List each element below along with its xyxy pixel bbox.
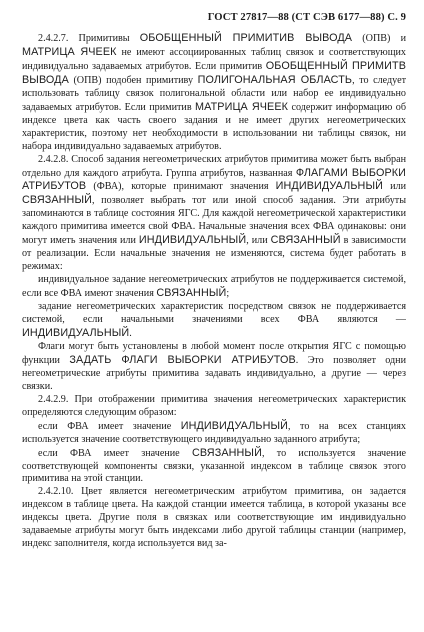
standard-term: ИНДИВИДУАЛЬНЫЙ [275,180,383,193]
body-text [22,32,406,551]
standard-term: СВЯЗАННЫЙ [156,287,227,300]
text-run: в зависимости от реализации. Если начальные значения не изменяются, система будет работать в режимах: [22,235,406,273]
text-run: Флаги могут быть установлены в любой момент после открытия ЯГС с помощью функции [22,340,406,366]
text-run: , позволяет выбрать тот или иной способ задания. Эти атрибуты запоминаются в таблице состояния ЯГС. Для каждой негеометрической характеристики каждого примитива имеется свой ФВА. Начальные значения всех ФВА одинаковы: они могут иметь значения или [22,195,406,247]
text-run: (ФВА), которые принимают значения [86,181,276,193]
standard-term: СВЯЗАННЫЙ [191,446,262,459]
text-run: , то на всех станциях используется значение соответствующего индивидуально заданного атрибута; [22,420,406,445]
standard-term: ОБОБЩЕННЫЙ ПРИМИТИВ ВЫВОДА [139,32,353,44]
text-run: задание негеометрических характеристик посредством связок не поддерживается системой, если начальными значениями всех ФВА являются — [22,301,406,326]
standard-term: ОБОБЩЕННЫЙ ПРИМИТВ ВЫВОДА [22,59,406,86]
text-run: 2.4.2.7. Примитивы [38,33,140,44]
paragraph [22,447,406,487]
paragraph [22,420,406,447]
text-run: 2.4.2.8. Способ задания негеометрических атрибутов примитива может быть выбран отдельно для каждого атрибута. Группа атрибутов, названная [22,153,406,179]
document-page [22,12,406,624]
standard-term: ПОЛИГОНАЛЬНАЯ ОБЛАСТЬ [197,73,353,86]
text-run: , или [246,235,271,247]
paragraph [22,154,406,275]
standard-term: ИНДИВИДУАЛЬНЫЙ [138,234,247,247]
text-run: если ФВА имеет значение [38,420,181,432]
standard-term: ФЛАГАМИ ВЫБОРКИ АТРИБУТОВ [22,166,406,193]
standard-term: ЗАДАТЬ ФЛАГИ ВЫБОРКИ АТРИБУТОВ [69,353,296,366]
paragraph [22,301,406,341]
paragraph [22,341,406,394]
text-run: или [382,181,406,193]
text-run: (ОПВ) подобен примитиву [68,74,198,86]
text-run: . Это позволяет одни негеометрические атрибуты примитива задавать индивидуально, а другие — через связки. [22,354,406,392]
text-run: не имеют ассоциированных таблиц связок и соответствующих индивидуально задаваемых атрибутов. Если примитив [22,46,406,72]
paragraph [22,394,406,420]
text-run: 2.4.2.10. Цвет является негеометрическим атрибутом примитива, он задается индексом в таблице цвета. На каждой станции имеется таблица, в которой указаны все индексы цвета. Другие поля в связках или соответствующие им индивидуально задаваемые атрибуты могут быть индексами либо другой таблицы станции (например, индекс заполнителя, когда используется вид за- [22,486,406,550]
standard-term: СВЯЗАННЫЙ [22,194,92,207]
text-run: , то следует использовать таблицу связок полигональной области или набор ее индивидуально задаваемых атрибутов. Если примитив [22,74,406,113]
text-run: если ФВА имеет значение [38,447,192,459]
text-run: . [129,327,132,339]
text-run: , то используется значение соответствующей компоненты связки, указанной индексом в таблице связок этого примитива на этой станции. [22,447,406,485]
paragraph [22,274,406,301]
text-run: (ОПВ) и [352,33,406,44]
text-run: 2.4.2.9. При отображении примитива значения негеометрических характеристик определяются следующим образом: [22,393,406,418]
standard-term: МАТРИЦА ЯЧЕЕК [22,45,117,58]
paragraph [22,32,406,154]
paragraph [22,486,406,551]
standard-term: ИНДИВИДУАЛЬНЫЙ [180,419,289,432]
standard-term: МАТРИЦА ЯЧЕЕК [195,100,289,113]
text-run: содержит информацию об индексе цвета как часть своего задания и не имеет других негеометрических характеристик, поэтому нет необходимости в использовании ни таблицы связок, ни набора индивидуально задаваемых атрибутов. [22,101,406,152]
text-run: ; [226,288,230,300]
standard-term: СВЯЗАННЫЙ [270,234,341,247]
text-run: индивидуальное задание негеометрических атрибутов не поддерживается системой, если все ФВА имеют значения [22,274,406,300]
standard-term: ИНДИВИДУАЛЬНЫЙ [22,326,130,339]
page-header: ГОСТ 27817—88 (СТ СЭВ 6177—88) С. 9 [207,12,406,23]
